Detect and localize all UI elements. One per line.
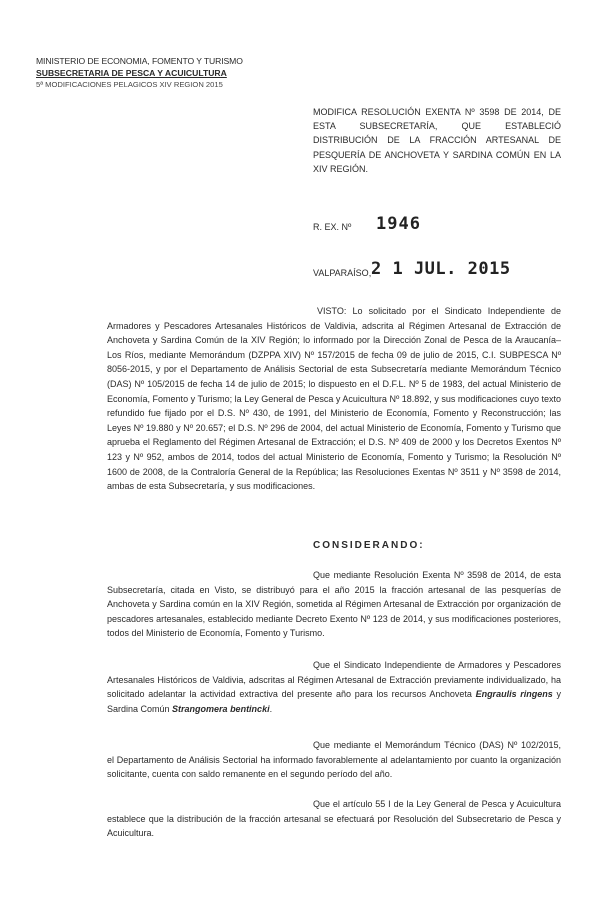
considerando-3-text: Que mediante el Memorándum Técnico (DAS) Nº 102/2015, el Departamento de Análisis Sectorial ha informado favorablemente al adelantamiento por cuanto la organización solicitante, cuenta con saldo remanente en el segundo período del año.: [107, 740, 561, 780]
considerando-3: [107, 738, 561, 782]
visto-lead: VISTO:: [317, 306, 347, 316]
resolution-label: R. EX. Nº: [313, 222, 352, 232]
place-date-line: [313, 259, 511, 279]
resolution-number-stamp: 1946: [376, 214, 421, 234]
visto-text: Lo solicitado por el Sindicato Independiente de Armadores y Pescadores Artesanales Históricos de Valdivia, adscrita al Régimen Artesanal de Extracción de Anchoveta y Sardina Común de la XIV Región; lo informado por la Dirección Zonal de Pesca de la Araucanía– Los Ríos, mediante Memorándum (DZPPA XIV) Nº 157/2015 de fecha 09 de julio de 2015, C.I. SUBPESCA Nº 8056-2015, y por el Departamento de Análisis Sectorial de esta Subsecretaría mediante Memorándum Técnico (DAS) Nº 105/2015 de fecha 14 de julio de 2015; lo dispuesto en el D.F.L. Nº 5 de 1983, del actual Ministerio de Economía, Fomento y Turismo; la Ley General de Pesca y Acuicultura Nº 18.892, y sus modificaciones cuyo texto refundido fue fijado por el D.S. Nº 430, de 1991, del Ministerio de Economía, Fomento y Reconstrucción; las Leyes Nº 19.880 y Nº 20.657; el D.S. Nº 296 de 2004, del actual Ministerio de Economía, Fomento y Turismo que aprueba el Reglamento del Régimen Artesanal de Extracción; el D.S. Nº 409 de 2000 y los Decretos Exentos Nº 123 y Nº 952, ambos de 2014, todos del actual Ministerio de Economía, Fomento y Turismo; la Resolución Nº 1600 de 2008, de la Contraloría General de la República; las Resoluciones Exentas Nº 3511 y Nº 3598 de 2014, ambas de esta Subsecretaría, y sus modificaciones.: [107, 306, 561, 492]
considerando-2-text: Que el Sindicato Independiente de Armadores y Pescadores Artesanales Históricos de Valdivia, adscritas al Régimen Artesanal de Extracción previamente individualizado, ha solicitado adelantar la actividad extractiva del presente año para los recursos Anchoveta: [107, 660, 561, 700]
subsecretaria-name: SUBSECRETARIA DE PESCA Y ACUICULTURA: [36, 67, 227, 78]
place-label: VALPARAÍSO,: [313, 268, 372, 278]
ministry-name: MINISTERIO DE ECONOMIA, FOMENTO Y TURISMO: [36, 56, 243, 66]
resolution-subject: MODIFICA RESOLUCIÓN EXENTA Nº 3598 DE 2014, DE ESTA SUBSECRETARÍA, QUE ESTABLECIÓ DISTRIBUCIÓN DE LA FRACCIÓN ARTESANAL DE PESQUERÍA DE ANCHOVETA Y SARDINA COMÚN EN LA XIV REGIÓN.: [313, 107, 561, 174]
considerando-2-mid: y Sardina Común: [107, 689, 561, 714]
considerando-4: [107, 797, 561, 841]
visto-paragraph: [107, 304, 561, 494]
considerando-1-text: Que mediante Resolución Exenta Nº 3598 de 2014, de esta Subsecretaría, citada en Visto, se distribuyó para el año 2015 la fracción artesanal de las pesquerías de Anchoveta y Sardina común en la XIV Región, sometida al Régimen Artesanal de Extracción por organización de pescadores artesanales, establecido mediante Decreto Exento Nº 123 de 2014, y sus modificaciones posteriores, todos del Ministerio de Economía, Fomento y Turismo.: [107, 570, 561, 639]
considerando-4-text: Que el artículo 55 I de la Ley General de Pesca y Acuicultura establece que la distribución de la fracción artesanal se efectuará por Resolución del Subsecretario de Pesca y Acuicultura.: [107, 799, 561, 839]
considerando-1: [107, 568, 561, 641]
reference-line: 5ª MODIFICACIONES PELAGICOS XIV REGION 2015: [36, 80, 223, 89]
letterhead: [36, 56, 243, 91]
considerando-2: [107, 658, 561, 716]
considerando-2-end: .: [269, 703, 273, 714]
resolution-number-line: [313, 214, 421, 234]
considerando-heading: CONSIDERANDO:: [313, 540, 425, 551]
species-anchoveta: Engraulis ringens: [475, 689, 553, 700]
species-sardina: Strangomera bentincki: [172, 703, 270, 714]
date-stamp: 2 1 JUL. 2015: [371, 259, 511, 279]
